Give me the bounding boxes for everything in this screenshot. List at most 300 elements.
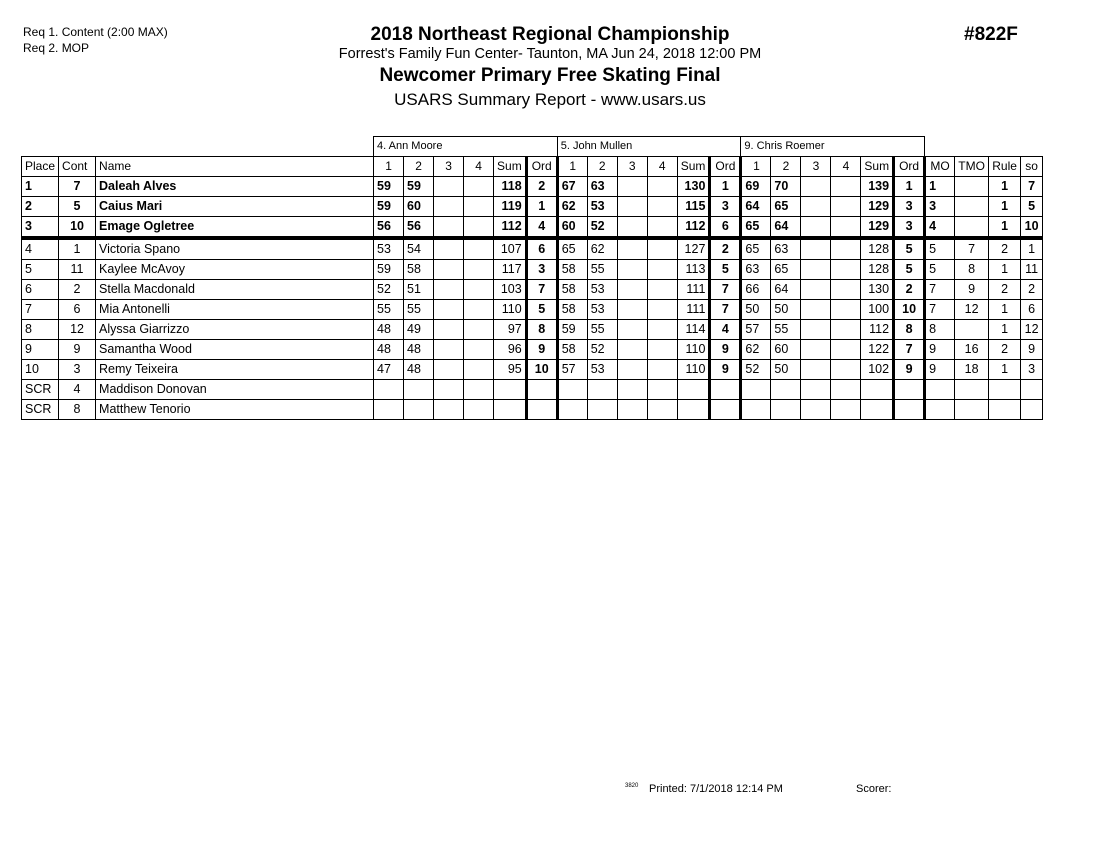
header-tmo: TMO	[955, 157, 989, 177]
score-cell	[647, 360, 677, 380]
score-cell: 52	[587, 217, 617, 239]
so-cell: 1	[1021, 238, 1043, 260]
report-title: USARS Summary Report - www.usars.us	[394, 90, 706, 109]
header-judge-col: 4	[647, 157, 677, 177]
score-cell	[647, 217, 677, 239]
ordinal-cell	[894, 380, 925, 400]
column-header-row	[22, 157, 1043, 177]
place-cell: 7	[22, 300, 59, 320]
ordinal-cell: 8	[894, 320, 925, 340]
score-cell: 62	[587, 238, 617, 260]
sum-cell: 111	[677, 300, 710, 320]
header-judge-col: 2	[587, 157, 617, 177]
place-cell: 3	[22, 217, 59, 239]
header-mo: MO	[925, 157, 955, 177]
score-cell	[647, 260, 677, 280]
score-cell: 55	[771, 320, 801, 340]
header-judge-col: 1	[741, 157, 771, 177]
score-cell	[434, 260, 464, 280]
score-cell	[617, 380, 647, 400]
score-cell: 48	[374, 320, 404, 340]
cont-cell: 11	[59, 260, 96, 280]
header-judge-col: 1	[374, 157, 404, 177]
score-cell	[464, 360, 494, 380]
score-cell: 58	[557, 340, 587, 360]
place-cell: 10	[22, 360, 59, 380]
sum-cell: 97	[494, 320, 527, 340]
score-cell	[617, 340, 647, 360]
mo-cell	[925, 400, 955, 420]
table-row	[22, 177, 1043, 197]
header-judge-col: Ord	[894, 157, 925, 177]
score-cell: 62	[741, 340, 771, 360]
score-cell	[831, 300, 861, 320]
score-cell	[587, 400, 617, 420]
ordinal-cell: 5	[710, 260, 741, 280]
header-judge-col: 1	[557, 157, 587, 177]
event-location: Forrest's Family Fun Center- Taunton, MA Jun 24, 2018 12:00 PM	[338, 46, 762, 62]
header-judge-col: 2	[771, 157, 801, 177]
sum-cell: 129	[861, 197, 894, 217]
ordinal-cell: 7	[526, 280, 557, 300]
score-cell	[831, 260, 861, 280]
event-code: #822F	[964, 24, 1018, 45]
score-cell: 53	[587, 360, 617, 380]
header-so: so	[1021, 157, 1043, 177]
score-cell	[464, 238, 494, 260]
score-cell	[374, 380, 404, 400]
sum-cell: 100	[861, 300, 894, 320]
score-cell: 59	[557, 320, 587, 340]
sum-cell: 115	[677, 197, 710, 217]
score-cell: 48	[374, 340, 404, 360]
score-cell	[464, 280, 494, 300]
score-cell	[831, 400, 861, 420]
rule-cell	[989, 380, 1021, 400]
score-cell	[831, 177, 861, 197]
results-table	[21, 136, 1043, 420]
score-cell	[617, 300, 647, 320]
ordinal-cell: 7	[710, 300, 741, 320]
ordinal-cell: 7	[710, 280, 741, 300]
ordinal-cell	[526, 380, 557, 400]
tmo-cell	[955, 197, 989, 217]
score-cell	[831, 217, 861, 239]
table-row	[22, 300, 1043, 320]
score-cell: 64	[741, 197, 771, 217]
ordinal-cell: 4	[710, 320, 741, 340]
score-cell	[617, 280, 647, 300]
score-cell: 59	[374, 260, 404, 280]
ordinal-cell	[526, 400, 557, 420]
ordinal-cell: 1	[710, 177, 741, 197]
ordinal-cell	[710, 380, 741, 400]
name-cell: Remy Teixeira	[96, 360, 374, 380]
score-cell: 53	[587, 300, 617, 320]
sum-cell: 117	[494, 260, 527, 280]
sum-cell: 102	[861, 360, 894, 380]
score-cell: 67	[557, 177, 587, 197]
place-cell: 5	[22, 260, 59, 280]
ordinal-cell: 2	[526, 177, 557, 197]
score-cell: 50	[741, 300, 771, 320]
score-cell	[434, 340, 464, 360]
score-cell	[434, 280, 464, 300]
score-cell: 65	[771, 197, 801, 217]
score-cell: 58	[557, 280, 587, 300]
tmo-cell: 12	[955, 300, 989, 320]
score-cell: 56	[374, 217, 404, 239]
place-cell: 8	[22, 320, 59, 340]
score-cell	[557, 380, 587, 400]
tmo-cell: 7	[955, 238, 989, 260]
rule-cell: 1	[989, 197, 1021, 217]
cont-cell: 8	[59, 400, 96, 420]
sum-cell: 129	[861, 217, 894, 239]
so-cell	[1021, 400, 1043, 420]
sum-cell: 113	[677, 260, 710, 280]
header-cont: Cont	[59, 157, 96, 177]
score-cell	[831, 280, 861, 300]
place-cell: SCR	[22, 400, 59, 420]
score-cell: 53	[587, 197, 617, 217]
header-judge-col: 3	[617, 157, 647, 177]
sum-cell: 110	[677, 340, 710, 360]
score-cell: 65	[741, 238, 771, 260]
sum-cell: 130	[861, 280, 894, 300]
name-cell: Stella Macdonald	[96, 280, 374, 300]
table-row	[22, 360, 1043, 380]
score-cell: 56	[404, 217, 434, 239]
score-cell	[801, 360, 831, 380]
score-cell	[434, 217, 464, 239]
score-cell: 49	[404, 320, 434, 340]
score-cell: 52	[741, 360, 771, 380]
score-cell: 57	[557, 360, 587, 380]
score-cell	[464, 197, 494, 217]
sum-cell	[494, 400, 527, 420]
tmo-cell: 18	[955, 360, 989, 380]
place-cell: 4	[22, 238, 59, 260]
ordinal-cell: 5	[894, 238, 925, 260]
sum-cell: 111	[677, 280, 710, 300]
table-row	[22, 400, 1043, 420]
score-cell	[434, 238, 464, 260]
sum-cell: 139	[861, 177, 894, 197]
score-cell	[617, 238, 647, 260]
table-row	[22, 380, 1043, 400]
mo-cell	[925, 380, 955, 400]
judge-2-name: 5. John Mullen	[557, 137, 741, 157]
header-judge-col: 3	[801, 157, 831, 177]
mo-cell: 4	[925, 217, 955, 239]
score-cell	[801, 238, 831, 260]
score-cell	[771, 400, 801, 420]
mo-cell: 9	[925, 360, 955, 380]
so-cell: 7	[1021, 177, 1043, 197]
table-row	[22, 260, 1043, 280]
score-cell: 62	[557, 197, 587, 217]
score-cell	[434, 400, 464, 420]
sum-cell: 110	[494, 300, 527, 320]
score-cell	[434, 380, 464, 400]
score-cell	[617, 360, 647, 380]
score-cell: 57	[741, 320, 771, 340]
score-cell	[831, 197, 861, 217]
score-cell	[464, 380, 494, 400]
ordinal-cell: 10	[894, 300, 925, 320]
score-cell	[647, 340, 677, 360]
score-cell	[617, 197, 647, 217]
score-cell	[617, 320, 647, 340]
mo-cell: 1	[925, 177, 955, 197]
score-cell	[647, 380, 677, 400]
score-cell: 52	[374, 280, 404, 300]
score-cell: 59	[374, 177, 404, 197]
header-rule: Rule	[989, 157, 1021, 177]
score-cell	[801, 177, 831, 197]
name-cell: Alyssa Giarrizzo	[96, 320, 374, 340]
ordinal-cell: 1	[526, 197, 557, 217]
sum-cell: 119	[494, 197, 527, 217]
header-place: Place	[22, 157, 59, 177]
table-row	[22, 238, 1043, 260]
score-cell: 63	[741, 260, 771, 280]
score-cell	[801, 280, 831, 300]
score-cell	[647, 177, 677, 197]
so-cell: 9	[1021, 340, 1043, 360]
score-cell: 59	[404, 177, 434, 197]
score-cell	[464, 300, 494, 320]
score-cell: 55	[587, 320, 617, 340]
tmo-cell	[955, 380, 989, 400]
score-cell: 50	[771, 300, 801, 320]
sum-cell	[494, 380, 527, 400]
score-cell	[647, 300, 677, 320]
score-cell	[434, 360, 464, 380]
score-cell	[617, 400, 647, 420]
score-cell	[404, 380, 434, 400]
score-cell	[801, 260, 831, 280]
mo-cell: 7	[925, 280, 955, 300]
so-cell: 2	[1021, 280, 1043, 300]
score-cell	[831, 320, 861, 340]
score-cell	[434, 197, 464, 217]
sum-cell: 128	[861, 260, 894, 280]
table-row	[22, 197, 1043, 217]
cont-cell: 10	[59, 217, 96, 239]
ordinal-cell: 9	[894, 360, 925, 380]
score-cell	[557, 400, 587, 420]
score-cell: 58	[557, 300, 587, 320]
ordinal-cell: 3	[894, 197, 925, 217]
cont-cell: 6	[59, 300, 96, 320]
rule-cell: 2	[989, 238, 1021, 260]
score-cell	[831, 238, 861, 260]
score-cell: 64	[771, 217, 801, 239]
sum-cell: 127	[677, 238, 710, 260]
score-cell: 64	[771, 280, 801, 300]
rule-cell: 1	[989, 360, 1021, 380]
cont-cell: 1	[59, 238, 96, 260]
score-cell	[374, 400, 404, 420]
rule-cell: 1	[989, 217, 1021, 239]
tmo-cell: 8	[955, 260, 989, 280]
score-cell: 53	[587, 280, 617, 300]
mo-cell: 3	[925, 197, 955, 217]
rule-cell: 2	[989, 340, 1021, 360]
score-cell	[831, 360, 861, 380]
ordinal-cell: 5	[526, 300, 557, 320]
score-cell	[831, 340, 861, 360]
score-cell	[464, 260, 494, 280]
sum-cell: 130	[677, 177, 710, 197]
sum-cell	[677, 380, 710, 400]
score-cell	[647, 400, 677, 420]
judge-1-name: 4. Ann Moore	[374, 137, 558, 157]
score-cell	[801, 320, 831, 340]
so-cell: 11	[1021, 260, 1043, 280]
score-cell: 51	[404, 280, 434, 300]
tmo-cell	[955, 177, 989, 197]
mo-cell: 7	[925, 300, 955, 320]
ordinal-cell: 3	[894, 217, 925, 239]
header-judge-col: Sum	[677, 157, 710, 177]
requirement-2: Req 2. MOP	[23, 41, 90, 55]
rule-cell: 1	[989, 320, 1021, 340]
header-judge-col: Sum	[494, 157, 527, 177]
name-cell: Matthew Tenorio	[96, 400, 374, 420]
ordinal-cell: 9	[710, 360, 741, 380]
sum-cell	[677, 400, 710, 420]
ordinal-cell: 10	[526, 360, 557, 380]
name-cell: Emage Ogletree	[96, 217, 374, 239]
tmo-cell: 16	[955, 340, 989, 360]
place-cell: 1	[22, 177, 59, 197]
score-cell: 55	[587, 260, 617, 280]
sum-cell: 103	[494, 280, 527, 300]
sum-cell: 107	[494, 238, 527, 260]
header-judge-col: 2	[404, 157, 434, 177]
header-judge-col: Ord	[526, 157, 557, 177]
score-cell	[617, 177, 647, 197]
score-cell: 55	[374, 300, 404, 320]
place-cell: 6	[22, 280, 59, 300]
score-cell: 63	[587, 177, 617, 197]
score-cell	[617, 217, 647, 239]
name-cell: Samantha Wood	[96, 340, 374, 360]
score-cell: 66	[741, 280, 771, 300]
ordinal-cell: 2	[894, 280, 925, 300]
score-cell: 52	[587, 340, 617, 360]
score-cell	[647, 320, 677, 340]
printed-timestamp: Printed: 7/1/2018 12:14 PM	[649, 783, 783, 795]
ordinal-cell: 6	[710, 217, 741, 239]
mo-cell: 5	[925, 260, 955, 280]
score-cell	[434, 300, 464, 320]
score-cell: 47	[374, 360, 404, 380]
scorer-label: Scorer:	[856, 783, 892, 795]
score-cell: 65	[771, 260, 801, 280]
score-cell	[434, 177, 464, 197]
score-cell: 69	[741, 177, 771, 197]
name-cell: Maddison Donovan	[96, 380, 374, 400]
score-cell: 60	[771, 340, 801, 360]
footer-code: 3820	[625, 783, 639, 789]
sum-cell	[861, 400, 894, 420]
sum-cell: 95	[494, 360, 527, 380]
tmo-cell	[955, 320, 989, 340]
place-cell: SCR	[22, 380, 59, 400]
score-cell: 55	[404, 300, 434, 320]
so-cell: 12	[1021, 320, 1043, 340]
score-cell	[464, 320, 494, 340]
table-row	[22, 217, 1043, 239]
ordinal-cell: 8	[526, 320, 557, 340]
cont-cell: 12	[59, 320, 96, 340]
score-cell: 48	[404, 360, 434, 380]
name-cell: Kaylee McAvoy	[96, 260, 374, 280]
judge-3-name: 9. Chris Roemer	[741, 137, 925, 157]
score-cell	[801, 340, 831, 360]
name-cell: Victoria Spano	[96, 238, 374, 260]
header-name: Name	[96, 157, 374, 177]
score-cell: 54	[404, 238, 434, 260]
rule-cell: 1	[989, 260, 1021, 280]
cont-cell: 3	[59, 360, 96, 380]
place-cell: 2	[22, 197, 59, 217]
score-cell: 60	[404, 197, 434, 217]
ordinal-cell: 6	[526, 238, 557, 260]
score-cell: 70	[771, 177, 801, 197]
score-cell: 58	[557, 260, 587, 280]
sum-cell: 110	[677, 360, 710, 380]
sum-cell: 96	[494, 340, 527, 360]
event-category: Newcomer Primary Free Skating Final	[379, 65, 721, 86]
score-cell	[617, 260, 647, 280]
score-cell	[647, 197, 677, 217]
mo-cell: 8	[925, 320, 955, 340]
cont-cell: 5	[59, 197, 96, 217]
table-row	[22, 340, 1043, 360]
sum-cell: 118	[494, 177, 527, 197]
score-cell	[801, 217, 831, 239]
header-judge-col: 4	[831, 157, 861, 177]
so-cell: 6	[1021, 300, 1043, 320]
so-cell: 3	[1021, 360, 1043, 380]
so-cell: 5	[1021, 197, 1043, 217]
requirement-1: Req 1. Content (2:00 MAX)	[23, 25, 168, 39]
score-cell	[801, 300, 831, 320]
header-judge-col: 3	[434, 157, 464, 177]
ordinal-cell	[710, 400, 741, 420]
event-title: 2018 Northeast Regional Championship	[370, 24, 730, 45]
mo-cell: 9	[925, 340, 955, 360]
header-judge-col: Ord	[710, 157, 741, 177]
score-cell: 53	[374, 238, 404, 260]
ordinal-cell: 3	[526, 260, 557, 280]
ordinal-cell: 9	[710, 340, 741, 360]
ordinal-cell: 7	[894, 340, 925, 360]
rule-cell: 1	[989, 300, 1021, 320]
header-judge-col: 4	[464, 157, 494, 177]
cont-cell: 7	[59, 177, 96, 197]
score-cell: 65	[557, 238, 587, 260]
cont-cell: 2	[59, 280, 96, 300]
ordinal-cell	[894, 400, 925, 420]
score-cell	[771, 380, 801, 400]
sum-cell: 128	[861, 238, 894, 260]
